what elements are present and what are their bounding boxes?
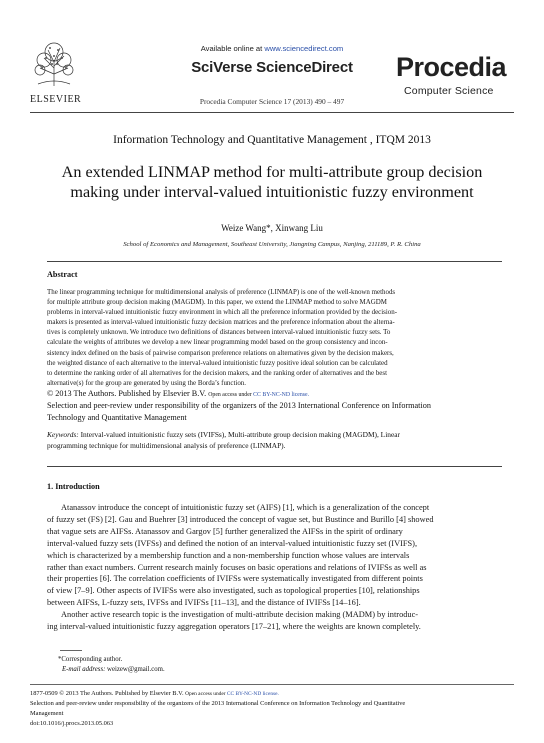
peer-review-line-2: Technology and Quantitative Management [47, 413, 187, 422]
abstract-line: the weighted distance of each alternative to the interval-valued intuitionistic fuzzy positive ideal solution can be calculated [47, 358, 388, 367]
affiliation: School of Economics and Management, Southeast University, Jiangning Campus, Nanjing, 211189, P. R. China [123, 241, 421, 248]
open-access-label: Open access under [208, 392, 254, 398]
sciverse-logo: SciVerse ScienceDirect [191, 59, 353, 76]
body-line: which is characterized by a membership function and a non-membership function whose values are intervals [47, 550, 410, 560]
copyright-line [47, 389, 517, 398]
intro-paragraph-1 [47, 502, 502, 609]
body-line: ing interval-valued intuitionistic fuzzy aggregation operators [17–21], where the weights are known completely. [47, 621, 421, 631]
abstract-line: The linear programming technique for multidimensional analysis of preference (LINMAP) is one of the well-known methods [47, 288, 396, 296]
footnote-rule [60, 650, 82, 651]
elsevier-wordmark: ELSEVIER [30, 94, 82, 105]
conference-name: Information Technology and Quantitative Management , ITQM 2013 [113, 134, 431, 146]
footer-review-line-1: Selection and peer-review under responsibility of the organizers of the 2013 International Conference on Information Technology and Quantitative [30, 700, 406, 707]
abstract-line: tives is completely unknown. We introduce two definitions of distances between interval-valued intuitionistic fuzzy sets. To [47, 328, 391, 337]
email-label: E-mail address: [62, 666, 106, 673]
body-line: Atanassov introduce the concept of intuitionistic fuzzy set (AIFS) [1], which is a generalization of the concept [61, 503, 430, 512]
footer-issn-line [30, 690, 520, 697]
paper-title-line-2: making under interval-valued intuitionistic fuzzy environment [70, 183, 474, 201]
intro-paragraph-2 [47, 609, 502, 633]
abstract-line: alternative(s) for the group are generated by using the Borda’s function. [47, 378, 246, 387]
license-link[interactable]: CC BY-NC-ND license. [253, 392, 310, 398]
journal-reference: Procedia Computer Science 17 (2013) 490 – 497 [199, 97, 345, 106]
footer-review-line-2: Management [30, 710, 64, 717]
footer-doi[interactable]: doi:10.1016/j.procs.2013.05.063 [30, 720, 114, 727]
abstract-line: sistency index defined on the basis of pairwise comparison preference relations on alternatives given by the decision makers, [47, 348, 394, 357]
footnote-corresponding: *Corresponding author. [58, 656, 123, 663]
footer-rule [30, 684, 514, 685]
author-list: Weize Wang*, Xinwang Liu [221, 223, 323, 233]
body-line: interval-valued fuzzy sets (IVFSs) and defined the notion of an interval-valued intuitionistic fuzzy set (IVIFS), [47, 538, 418, 548]
abstract-line: to determine the ranking order of all alternatives for the decision makers, and the ranking order of alternatives and the best [47, 368, 388, 377]
keywords-label: Keywords: [47, 430, 79, 439]
peer-review-line-1: Selection and peer-review under responsibility of the organizers of the 2013 International Conference on Information [47, 401, 431, 410]
section-heading-introduction: 1. Introduction [47, 482, 100, 491]
keywords-line-1: Interval-valued intuitionistic fuzzy sets (IVIFSs), Multi-attribute group decision making (MAGDM), Linear [78, 430, 400, 439]
body-line: between AIFSs, L-fuzzy sets, IVFSs and IVIFSs [11–13], and the distance of IVIFSs [14–16]. [47, 598, 361, 608]
abstract-top-rule [47, 261, 502, 262]
procedia-subtitle: Computer Science [404, 85, 494, 97]
abstract-line: calculate the weights of attributes we develop a new linear programming model based on the group consistency and incon- [47, 338, 388, 347]
footer-license-link[interactable]: CC BY-NC-ND license. [226, 691, 279, 697]
abstract-bottom-rule [47, 466, 502, 467]
keywords-line-2: programming technique for multidimensional analysis of preference (LINMAP). [47, 440, 286, 450]
footer-open-access-label: Open access under [185, 691, 227, 697]
email-address: weizew@gmail.com. [105, 666, 165, 673]
procedia-logo: Procedia [396, 52, 507, 82]
footnote-email [62, 666, 165, 673]
abstract-line: for multiple attribute group decision making (MAGDM). In this paper, we extend the LINMAP method to solve MAGDM [47, 298, 387, 307]
paper-title-line-1: An extended LINMAP method for multi-attribute group decision [61, 163, 483, 181]
body-line: rather than exact numbers. Current research mainly focuses on basic operations and relations of IVIFSs as well as [47, 562, 427, 572]
abstract-line: problems in interval-valued intuitionistic fuzzy environment in which all the preference information provided by the decision- [47, 308, 398, 317]
abstract-body [47, 287, 502, 388]
abstract-line: makers is presented as interval-valued intuitionistic fuzzy decision matrices and the preference information about the alterna- [47, 318, 395, 327]
body-line: of fuzzy set (FS) [2]. Gau and Buehrer [3] introduced the concept of vague set, but Bustince and Burillo [4] showed [47, 514, 434, 524]
keywords [47, 430, 512, 451]
body-line: that vague sets are AIFSs. Atanassov and Gargov [5] further generalized the AIFSs in the spirit of ordinary [47, 526, 403, 536]
header-rule [30, 112, 514, 113]
abstract-heading: Abstract [47, 270, 78, 279]
body-line: Another active research topic is the investigation of multi-attribute decision making (MADM) by introduc- [61, 610, 419, 619]
sciencedirect-link[interactable]: www.sciencedirect.com [264, 44, 344, 53]
body-line: of view [7–9]. Other aspects of IVIFSs were also investigated, such as topological properties [10], relationships [47, 586, 420, 596]
body-line: their properties [6]. The correlation coefficients of IVIFSs were systematically investigated from different points [47, 574, 423, 584]
copyright-text: © 2013 The Authors. Published by Elsevier B.V. [47, 389, 209, 398]
available-online-label: Available online at [200, 44, 265, 53]
footer-issn: 1877-0509 © 2013 The Authors. Published by Elsevier B.V. [30, 690, 186, 697]
